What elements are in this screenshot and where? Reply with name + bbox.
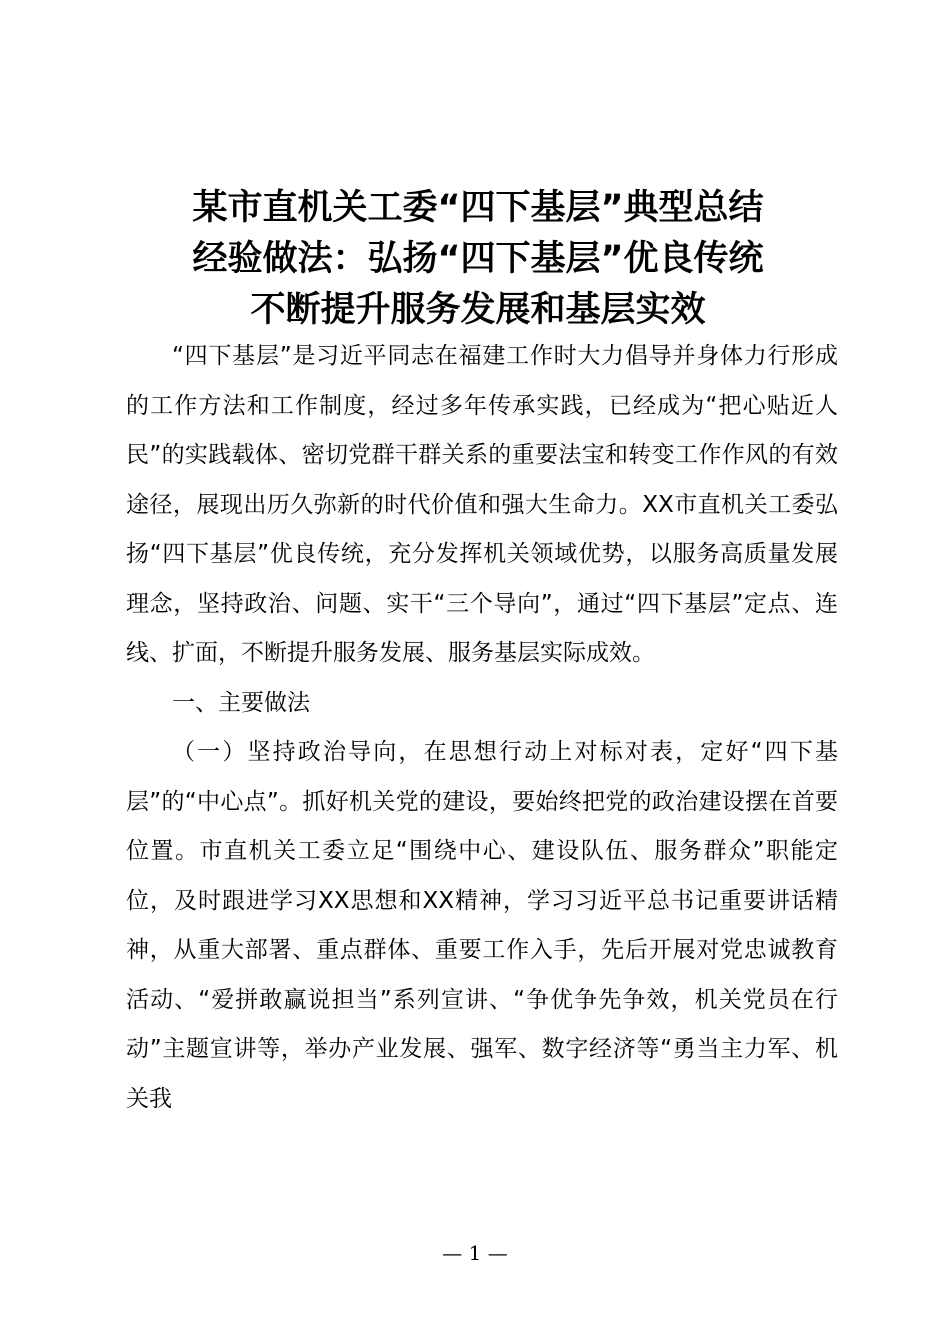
title-line-2: 经验做法：弘扬“四下基层”优良传统 (192, 239, 764, 279)
document-title (120, 183, 836, 336)
document-body (126, 332, 838, 1124)
page-number: — 1 — (442, 1241, 508, 1265)
section-heading: 一、主要做法 (172, 689, 310, 716)
intro-paragraph: “四下基层”是习近平同志在福建工作时大力倡导并身体力行形成的工作方法和工作制度，经过多年传承实践，已经成为“把心贴近人民”的实践载体、密切党群干群关系的重要法宝和转变工作作风的有效途径，展现出历久弥新的时代价值和强大生命力。XX市直机关工委弘扬“四下基层”优良传统，充分发挥机关领域优势，以服务高质量发展理念，坚持政治、问题、实干“三个导向”，通过“四下基层”定点、连线、扩面，不断提升服务发展、服务基层实际成效。 (126, 343, 838, 666)
title-line-1: 某市直机关工委“四下基层”典型总结 (192, 188, 764, 228)
subsection-paragraph: （一）坚持政治导向，在思想行动上对标对表，定好“四下基层”的“中心点”。抓好机关党的建设，要始终把党的政治建设摆在首要位置。市直机关工委立足“围绕中心、建设队伍、服务群众”职能定位，及时跟进学习XX思想和XX精神，学习习近平总书记重要讲话精神，从重大部署、重点群体、重要工作入手，先后开展对党忠诚教育活动、“爱拼敢赢说担当”系列宣讲、“争优争先争效，机关党员在行动”主题宣讲等，举办产业发展、强军、数字经济等“勇当主力军、机关我 (126, 739, 838, 1112)
title-line-3: 不断提升服务发展和基层实效 (250, 290, 706, 330)
